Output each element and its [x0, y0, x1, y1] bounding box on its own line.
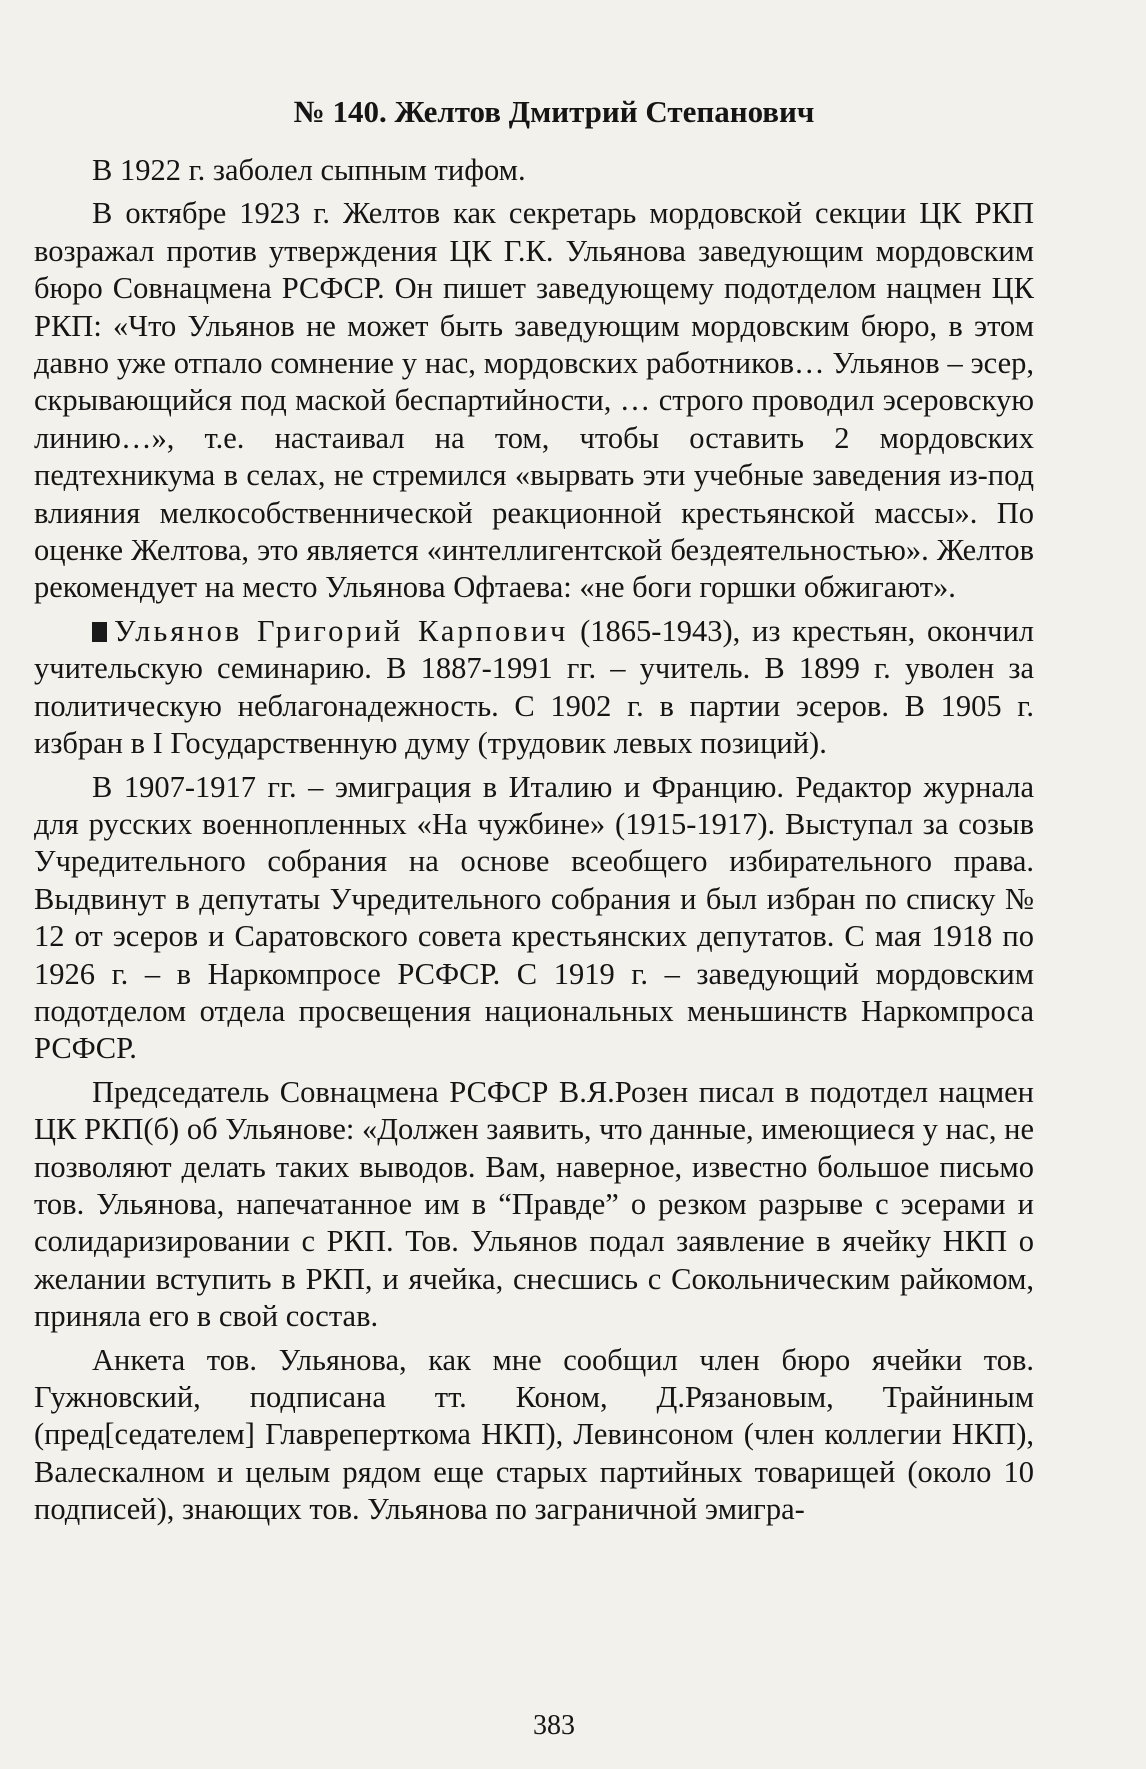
bullet-square-icon [92, 622, 107, 642]
document-title: № 140. Желтов Дмитрий Степанович [293, 94, 815, 129]
paragraph-rozen-letter: Председатель Совнацмена РСФСР В.Я.Розен писал в подотдел нацмен ЦК РКП(б) об Ульянове: «Должен заявить, что данные, имеющиеся у нас, не позволяют делать таких выводов. Вам, наверное, известно большое письмо тов. Ульянова, напечатанное им в “Правде” о резком разрыве с эсерами и солидаризировании с РКП. Тов. Ульянов подал заявление в ячейку НКП о желании вступить в РКП, и ячейка, снесшись с Сокольническим райкомом, приняла его в свой состав. [34, 1074, 1034, 1334]
paragraph-ulyanov-bio [34, 613, 1034, 763]
paragraph-questionnaire: Анкета тов. Ульянова, как мне сообщил член бюро ячейки тов. Гужновский, подписана тт. Коном, Д.Рязановым, Трайниным (пред[седателем] Главреперткома НКП), Левинсоном (член коллегии НКП), Валескалном и целым рядом еще старых партийных товарищей (около 10 подписей), знающих тов. Ульянова по заграничной эмигра- [34, 1342, 1034, 1527]
paragraph-emigration: В 1907-1917 гг. – эмиграция в Италию и Францию. Редактор журнала для русских военнопленных «На чужбине» (1915-1917). Выступал за созыв Учредительного собрания на основе всеобщего избирательного права. Выдвинут в депутаты Учредительного собрания и был избран по списку № 12 от эсеров и Саратовского совета крестьянских депутатов. С мая 1918 по 1926 г. – в Наркомпросе РСФСР. С 1919 г. – заведующий мордовским подотделом отдела просвещения национальных меньшинств Наркомпроса РСФСР. [34, 769, 1034, 1066]
bio-name: Ульянов Григорий Карпович [114, 613, 569, 648]
book-page [34, 92, 1034, 1752]
page-number: 383 [533, 1710, 575, 1741]
paragraph-typhus: В 1922 г. заболел сыпным тифом. [92, 153, 526, 187]
paragraph-zheltov-objection: В октябре 1923 г. Желтов как секретарь мордовской секции ЦК РКП возражал против утверждения ЦК Г.К. Ульянова заведующим мордовским бюро Совнацмена РСФСР. Он пишет заведующему подотделом нацмен ЦК РКП: «Что Ульянов не может быть заведующим мордовским бюро, в этом давно уже отпало сомнение у нас, мордовских работников… Ульянов – эсер, скрывающийся под маской беспартийности, … строго проводил эсеровскую линию…», т.е. настаивал на том, чтобы оставить 2 мордовских педтехникума в селах, не стремился «вырвать эти учебные заведения из-под влияния мелкособственнической реакционной крестьянской массы». По оценке Желтова, это является «интеллигентской бездеятельностью». Желтов рекомендует на место Ульянова Офтаева: «не боги горшки обжигают». [34, 196, 1034, 605]
bio-text: (1865-1943), из крестьян, окончил учительскую семинарию. В 1887-1991 гг. – учитель. В 1899 г. уволен за политическую неблагонадежность. С 1902 г. в партии эсеров. В 1905 г. избран в I Государственную думу (трудовик левых позиций). [34, 613, 1034, 761]
